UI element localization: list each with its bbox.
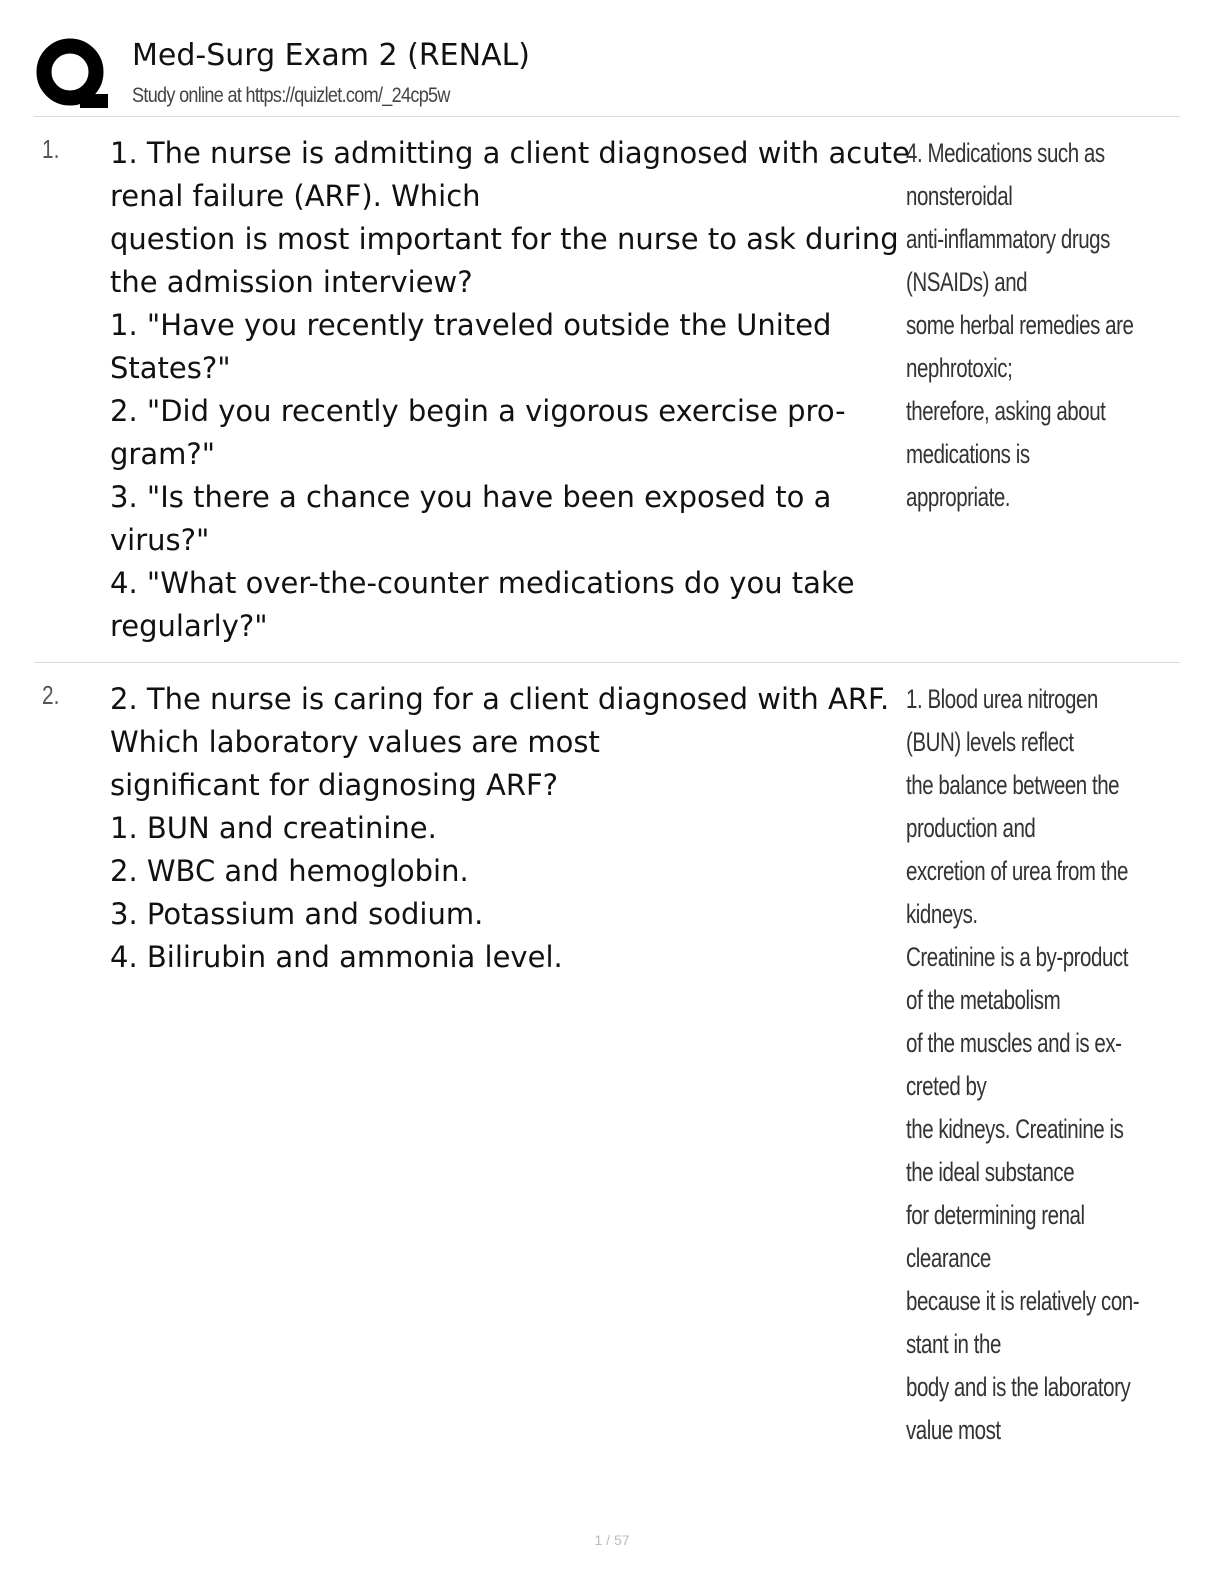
answer-line: of the muscles and is ex-: [906, 1028, 1122, 1058]
answer-line: stant in the: [906, 1329, 1001, 1359]
answer-line: anti-inflammatory drugs: [906, 224, 1110, 254]
answer-line: some herbal remedies are: [906, 310, 1134, 340]
answer-line: the kidneys. Creatinine is: [906, 1114, 1124, 1144]
answer-line: the balance between the: [906, 770, 1120, 800]
answer-line: value most: [906, 1415, 1001, 1445]
answer-line: 4. Medications such as: [906, 138, 1105, 168]
answer-line: Creatinine is a by-product: [906, 942, 1128, 972]
answer-line: nonsteroidal: [906, 181, 1013, 211]
answer-line: because it is relatively con-: [906, 1286, 1140, 1316]
question-line: 3. "Is there a chance you have been exposed to a: [110, 480, 832, 514]
study-online-link[interactable]: Study online at https://quizlet.com/_24cp5w: [132, 84, 450, 107]
card-question: [110, 678, 900, 979]
document-title: Med-Surg Exam 2 (RENAL): [132, 38, 531, 73]
answer-line: production and: [906, 813, 1036, 843]
question-line: question is most important for the nurse to ask during: [110, 222, 899, 256]
card-answer: [906, 678, 1224, 1452]
question-line: gram?": [110, 437, 216, 471]
answer-line: (NSAIDs) and: [906, 267, 1028, 297]
question-line: 1. "Have you recently traveled outside the United: [110, 308, 832, 342]
answer-line: medications is: [906, 439, 1030, 469]
answer-line: therefore, asking about: [906, 396, 1106, 426]
question-line: 1. The nurse is admitting a client diagnosed with acute: [110, 136, 910, 170]
answer-line: creted by: [906, 1071, 987, 1101]
question-line: 2. "Did you recently begin a vigorous exercise pro-: [110, 394, 846, 428]
answer-line: nephrotoxic;: [906, 353, 1013, 383]
answer-line: body and is the laboratory: [906, 1372, 1131, 1402]
question-line: virus?": [110, 523, 210, 557]
question-line: the admission interview?: [110, 265, 473, 299]
document-header: [34, 36, 1180, 116]
header-divider: [34, 116, 1180, 117]
page-number: 1 / 57: [594, 1532, 630, 1548]
quizlet-logo-icon: [34, 36, 110, 112]
question-line: 1. BUN and creatinine.: [110, 811, 437, 845]
answer-line: of the metabolism: [906, 985, 1061, 1015]
question-line: 4. "What over-the-counter medications do you take: [110, 566, 855, 600]
question-line: significant for diagnosing ARF?: [110, 768, 559, 802]
question-line: renal failure (ARF). Which: [110, 179, 481, 213]
card-number: 2.: [42, 680, 60, 710]
question-line: States?": [110, 351, 231, 385]
question-line: 4. Bilirubin and ammonia level.: [110, 940, 563, 974]
question-line: 2. WBC and hemoglobin.: [110, 854, 469, 888]
card-answer: [906, 132, 1224, 519]
question-line: 3. Potassium and sodium.: [110, 897, 484, 931]
answer-line: (BUN) levels reflect: [906, 727, 1074, 757]
question-line: 2. The nurse is caring for a client diagnosed with ARF.: [110, 682, 890, 716]
question-line: Which laboratory values are most: [110, 725, 600, 759]
answer-line: the ideal substance: [906, 1157, 1075, 1187]
card-number: 1.: [42, 134, 60, 164]
answer-line: appropriate.: [906, 482, 1011, 512]
answer-line: for determining renal: [906, 1200, 1085, 1230]
answer-line: excretion of urea from the: [906, 856, 1128, 886]
answer-line: 1. Blood urea nitrogen: [906, 684, 1098, 714]
question-line: regularly?": [110, 609, 268, 643]
answer-line: kidneys.: [906, 899, 978, 929]
card-question: [110, 132, 910, 648]
card-divider: [34, 662, 1180, 663]
answer-line: clearance: [906, 1243, 991, 1273]
